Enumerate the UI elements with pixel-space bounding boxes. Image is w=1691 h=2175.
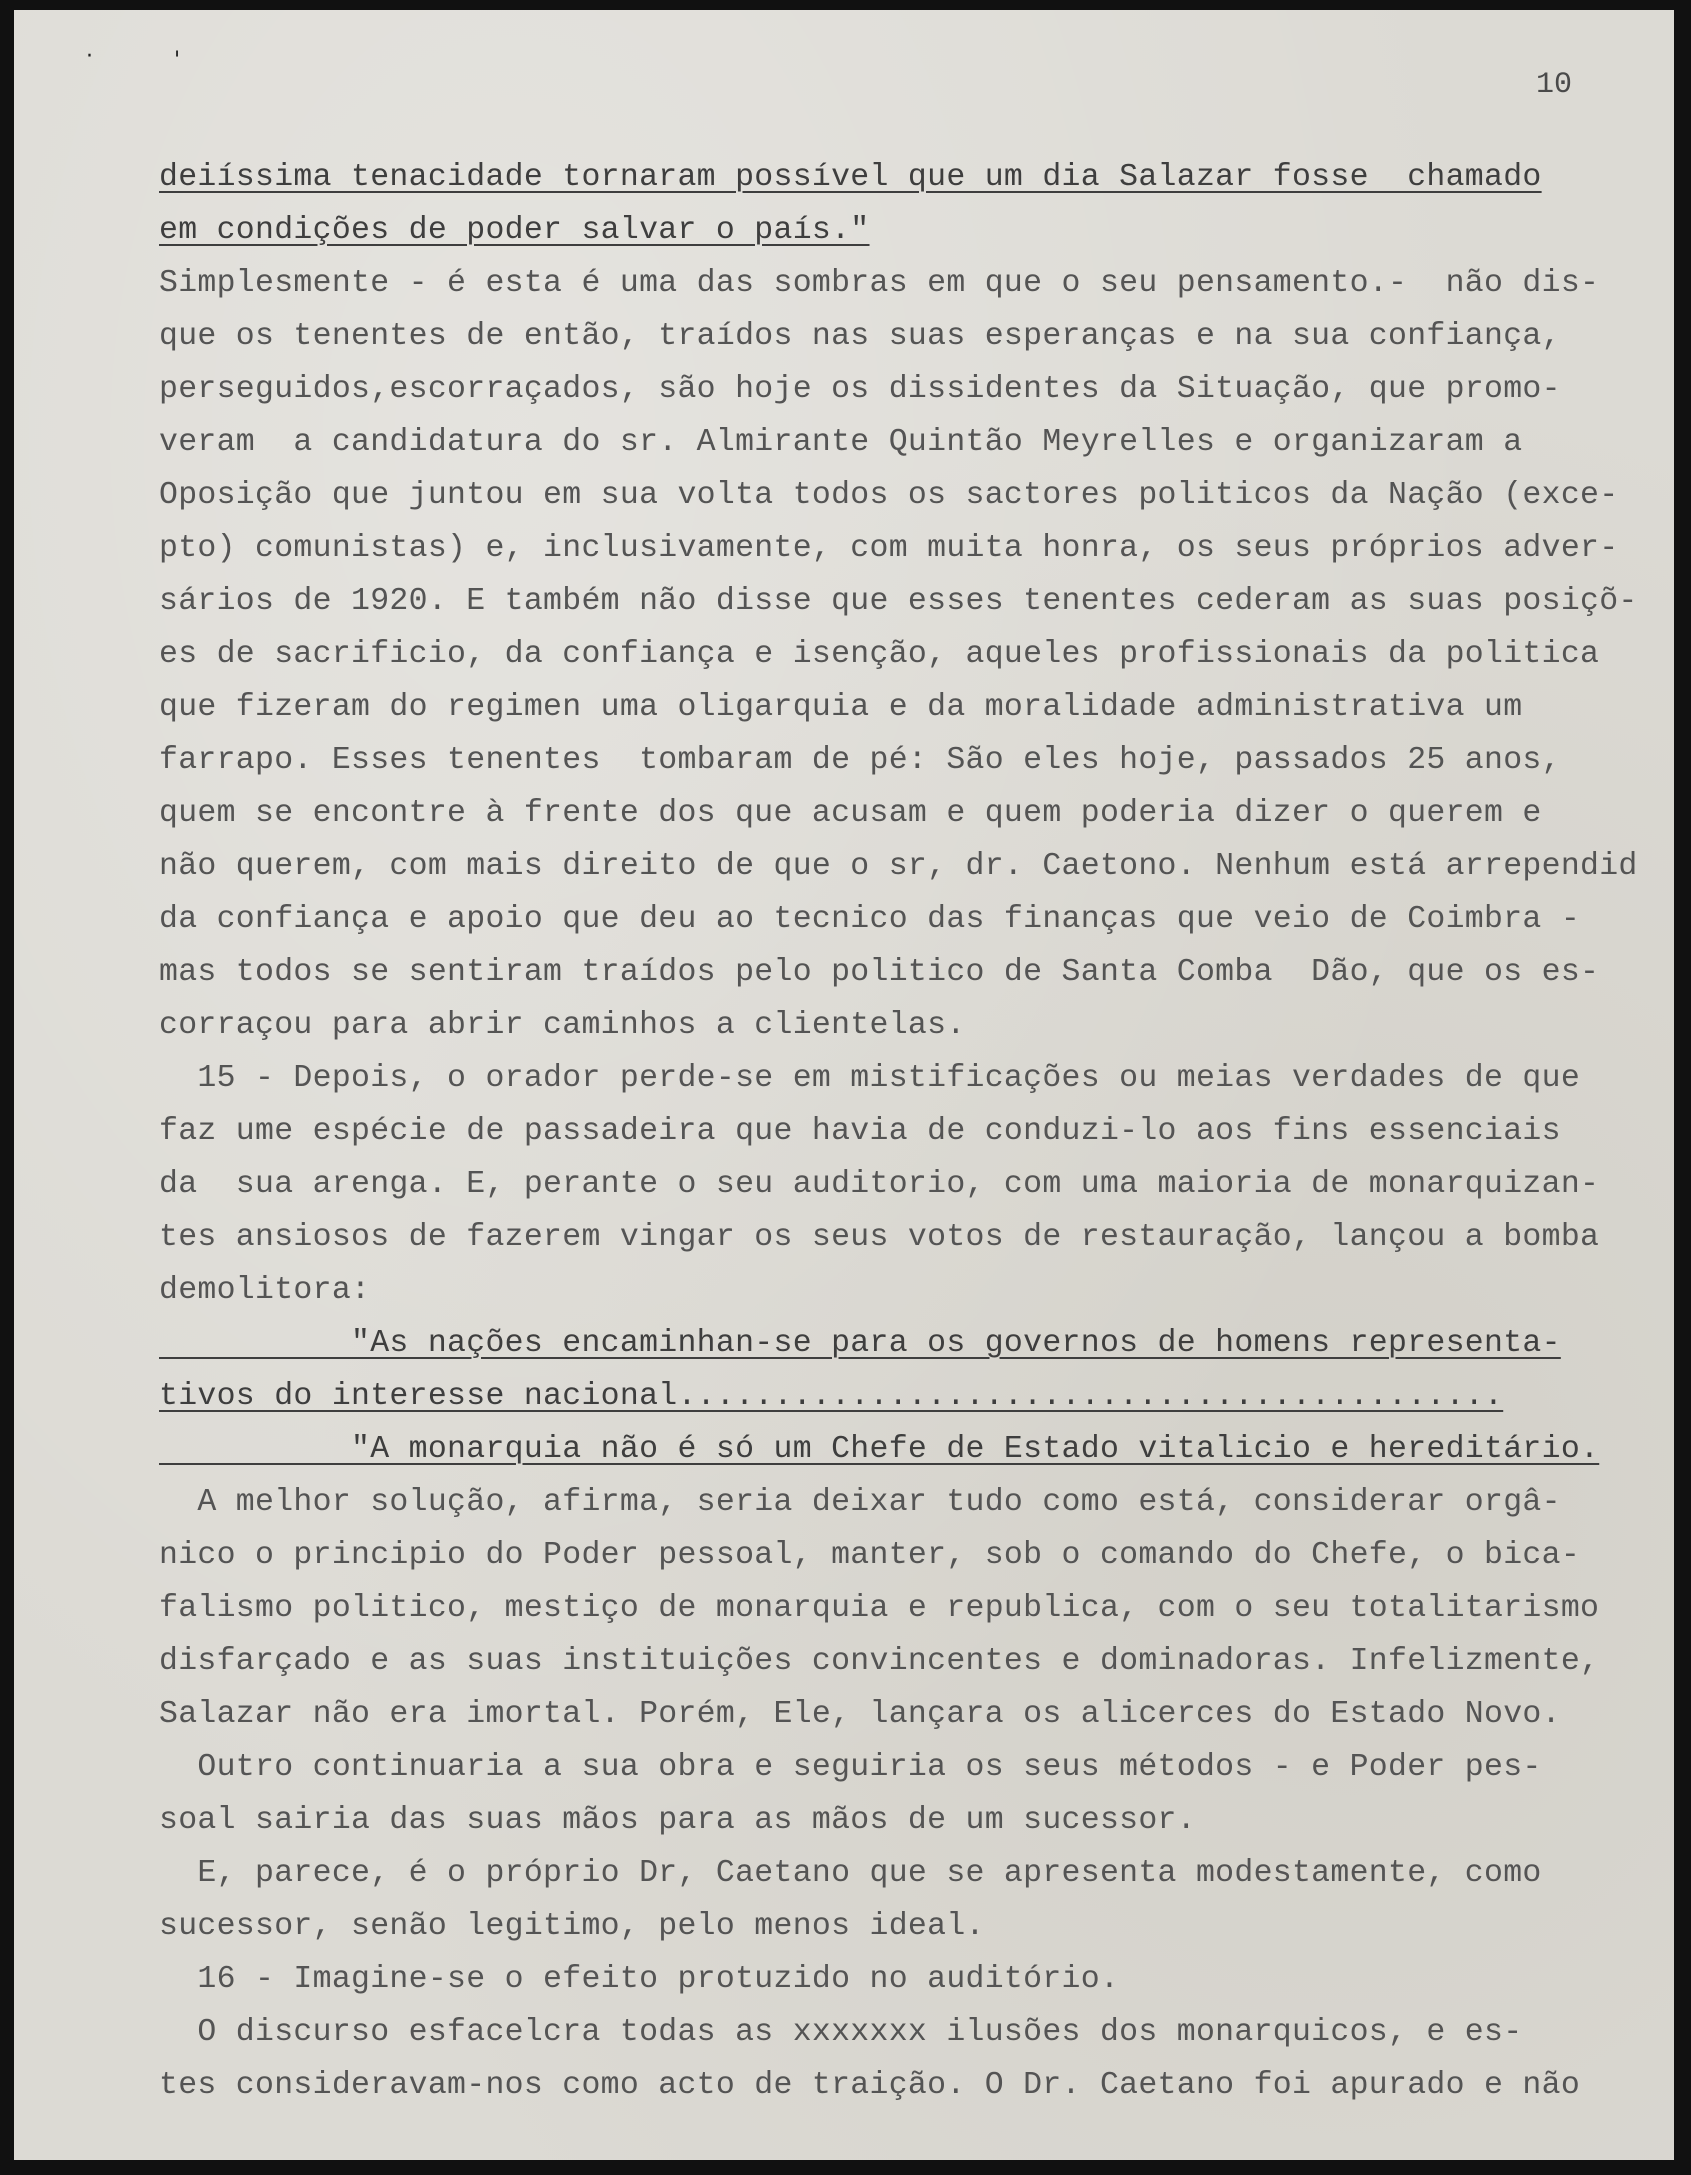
page-number: 10 [1536, 68, 1573, 102]
text-line: falismo politico, mestiço de monarquia e republica, com o seu totalitarismo [159, 1591, 1600, 1626]
text-line: soal sairia das suas mãos para as mãos de um sucessor. [159, 1803, 1196, 1838]
text-line: farrapo. Esses tenentes tombaram de pé: São eles hoje, passados 25 anos, [159, 743, 1561, 778]
text-line: Salazar não era imortal. Porém, Ele, lançara os alicerces do Estado Novo. [159, 1697, 1561, 1732]
ink-speck: · [86, 44, 93, 69]
quote-line: "A monarquia não é só um Chefe de Estado vitalicio e hereditário. [159, 1432, 1600, 1467]
text-line: perseguidos,escorraçados, são hoje os dissidentes da Situação, que promo- [159, 372, 1561, 407]
text-line: Simplesmente - é esta é uma das sombras em que o seu pensamento.- não dis- [159, 266, 1600, 301]
text-line: deiíssima tenacidade tornaram possível que um dia Salazar fosse chamado [159, 160, 1542, 195]
text-line: faz ume espécie de passadeira que havia de conduzi-lo aos fins essenciais [159, 1114, 1561, 1149]
text-line: Oposição que juntou em sua volta todos os sactores politicos da Nação (exce- [159, 478, 1619, 513]
text-line: Outro continuaria a sua obra e seguiria os seus métodos - e Poder pes- [159, 1750, 1542, 1785]
text-line: sários de 1920. E também não disse que esses tenentes cederam as suas posiçõ- [159, 584, 1638, 619]
text-line: A melhor solução, afirma, seria deixar tudo como está, considerar orgâ- [159, 1485, 1561, 1520]
text-line: mas todos se sentiram traídos pelo politico de Santa Comba Dão, que os es- [159, 955, 1600, 990]
text-line: tes ansiosos de fazerem vingar os seus votos de restauração, lançou a bomba [159, 1220, 1600, 1255]
text-line: que os tenentes de então, traídos nas suas esperanças e na sua confiança, [159, 319, 1561, 354]
text-line: não querem, com mais direito de que o sr, dr. Caetono. Nenhum está arrependid [159, 849, 1638, 884]
text-line: demolitora: [159, 1273, 371, 1308]
text-line: nico o principio do Poder pessoal, manter, sob o comando do Chefe, o bica- [159, 1538, 1581, 1573]
ink-speck: ' [174, 48, 181, 73]
text-line: veram a candidatura do sr. Almirante Quintão Meyrelles e organizaram a [159, 425, 1523, 460]
typewritten-page [14, 10, 1674, 2160]
text-line: corraçou para abrir caminhos a clientelas. [159, 1008, 966, 1043]
text-line: que fizeram do regimen uma oligarquia e da moralidade administrativa um [159, 690, 1523, 725]
quote-line: "As nações encaminhan-se para os governos de homens representa- [159, 1326, 1561, 1361]
text-line: quem se encontre à frente dos que acusam e quem poderia dizer o querem e [159, 796, 1542, 831]
document-body [159, 151, 1669, 2112]
text-line: E, parece, é o próprio Dr, Caetano que se apresenta modestamente, como [159, 1856, 1542, 1891]
text-line: es de sacrificio, da confiança e isenção, aqueles profissionais da politica [159, 637, 1600, 672]
text-line: em condições de poder salvar o país." [159, 213, 870, 248]
text-line: disfarçado e as suas instituições convincentes e dominadoras. Infelizmente, [159, 1644, 1600, 1679]
text-line: 15 - Depois, o orador perde-se em mistificações ou meias verdades de que [159, 1061, 1581, 1096]
text-line: da confiança e apoio que deu ao tecnico das finanças que veio de Coimbra - [159, 902, 1581, 937]
text-line: tes consideravam-nos como acto de traição. O Dr. Caetano foi apurado e não [159, 2068, 1581, 2103]
text-line: 16 - Imagine-se o efeito protuzido no auditório. [159, 1962, 1120, 1997]
text-line: pto) comunistas) e, inclusivamente, com muita honra, os seus próprios adver- [159, 531, 1619, 566]
text-line: O discurso esfacelcra todas as xxxxxxx ilusões dos monarquicos, e es- [159, 2015, 1523, 2050]
text-line: sucessor, senão legitimo, pelo menos ideal. [159, 1909, 985, 1944]
quote-line: tivos do interesse nacional........................................... [159, 1379, 1504, 1414]
text-line: da sua arenga. E, perante o seu auditorio, com uma maioria de monarquizan- [159, 1167, 1600, 1202]
